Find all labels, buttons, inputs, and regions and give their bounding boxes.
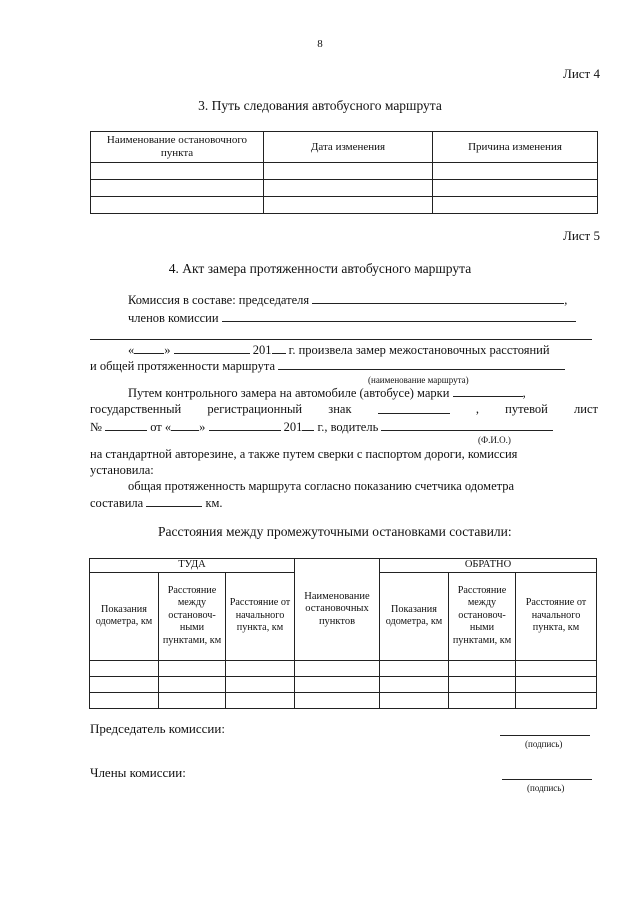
- reg-line: государственный регистрационный знак , путевой лист: [90, 402, 598, 416]
- chairman-blank: [312, 292, 564, 304]
- section-3-title: 3. Путь следования автобусного маршрута: [198, 98, 442, 113]
- route-caption: (наименование маршрута): [368, 375, 469, 385]
- total-km-blank: [146, 495, 202, 507]
- reg-word: лист: [574, 402, 598, 416]
- members-signature-caption: (подпись): [527, 783, 565, 793]
- header-odometer-back: Показания одометра, км: [380, 572, 449, 660]
- header-between-to: Расстояние между остановоч-ными пунктами, км: [159, 572, 226, 660]
- total-line: общая протяженность маршрута согласно показанию счетчика одометра: [128, 479, 515, 493]
- year-text-2: 201: [283, 420, 303, 434]
- header-change-date: Дата изменения: [264, 132, 433, 163]
- total-value-line: [90, 495, 223, 511]
- table-row: [90, 676, 597, 692]
- fio-caption: (Ф.И.О.): [478, 435, 511, 445]
- quote-open: «: [128, 343, 135, 357]
- driver-label: г., водитель: [317, 420, 379, 434]
- waybill-number-blank: [105, 419, 147, 431]
- route-line: [90, 358, 565, 374]
- distances-table: [89, 558, 597, 709]
- reg-word: государственный: [90, 402, 182, 416]
- quote-close-2: »: [199, 420, 206, 434]
- members-blank-2: [90, 339, 592, 340]
- members-signature-line: [502, 779, 592, 780]
- header-direction-to: ТУДА: [90, 559, 295, 573]
- sheet-4-label: Лист 4: [563, 66, 600, 81]
- quote-close: »: [164, 343, 171, 357]
- sheet-5-label: Лист 5: [563, 228, 600, 243]
- header-change-reason: Причина изменения: [433, 132, 598, 163]
- control-line: Путем контрольного замера на автомобиле (автобусе) марки ,: [128, 386, 526, 400]
- header-odometer-to: Показания одометра, км: [90, 572, 159, 660]
- composed-label: составила: [90, 496, 144, 510]
- brand-blank: [453, 385, 523, 397]
- header-between-back: Расстояние между остановоч-ными пунктами, км: [449, 572, 516, 660]
- table-row: [90, 692, 597, 708]
- page-number: 8: [317, 38, 323, 50]
- table-row: [91, 163, 598, 180]
- chairman-signature-line: [500, 735, 590, 736]
- header-from-start-to: Расстояние от начального пункта, км: [226, 572, 295, 660]
- year-blank: [272, 342, 286, 354]
- route-path-table: [90, 131, 598, 214]
- commission-label: Комиссия в составе: председателя: [128, 293, 310, 307]
- table-row: [90, 660, 597, 676]
- number-sign: №: [90, 420, 102, 434]
- table-row: [91, 180, 598, 197]
- members-label: Члены комиссии:: [90, 765, 186, 780]
- route-blank: [278, 358, 565, 370]
- header-direction-back: ОБРАТНО: [380, 559, 597, 573]
- commission-line: Комиссия в составе: председателя ,: [128, 293, 568, 307]
- section-4-title: 4. Акт замера протяженности автобусного маршрута: [168, 261, 472, 276]
- reg-word: регистрационный: [207, 402, 303, 416]
- reg-word: знак: [328, 402, 352, 416]
- day-blank: [134, 342, 164, 354]
- chairman-label: Председатель комиссии:: [90, 721, 225, 736]
- km-unit: км.: [205, 496, 223, 510]
- members-line: [128, 310, 576, 326]
- established-line: установила:: [90, 463, 154, 477]
- header-from-start-back: Расстояние от начального пункта, км: [516, 572, 597, 660]
- date-line: [128, 342, 550, 358]
- header-stops: Наименование остановочных пунктов: [295, 559, 380, 661]
- from-text: от «: [150, 420, 172, 434]
- year-text: 201: [252, 343, 272, 357]
- header-stop-name: Наименование остановочного пункта: [91, 132, 264, 163]
- reg-word: путевой: [505, 402, 548, 416]
- members-blank: [222, 310, 576, 322]
- driver-blank: [381, 419, 553, 431]
- control-label: Путем контрольного замера на автомобиле (автобусе) марки: [128, 386, 450, 400]
- distances-title: Расстояния между промежуточными остановками составили:: [158, 524, 512, 539]
- members-label: членов комиссии: [128, 311, 219, 325]
- chairman-signature-caption: (подпись): [525, 739, 563, 749]
- month-blank-2: [209, 419, 281, 431]
- year-blank-2: [302, 419, 314, 431]
- waybill-line: [90, 419, 553, 435]
- month-blank: [174, 342, 250, 354]
- tyres-line: на стандартной авторезине, а также путем сверки с паспортом дороги, комиссия: [90, 447, 518, 461]
- plate-blank: [378, 402, 450, 414]
- route-label: и общей протяженности маршрута: [90, 359, 276, 373]
- day-blank-2: [171, 419, 199, 431]
- date-tail: г. произвела замер межостановочных расстояний: [288, 343, 550, 357]
- table-row: [91, 197, 598, 214]
